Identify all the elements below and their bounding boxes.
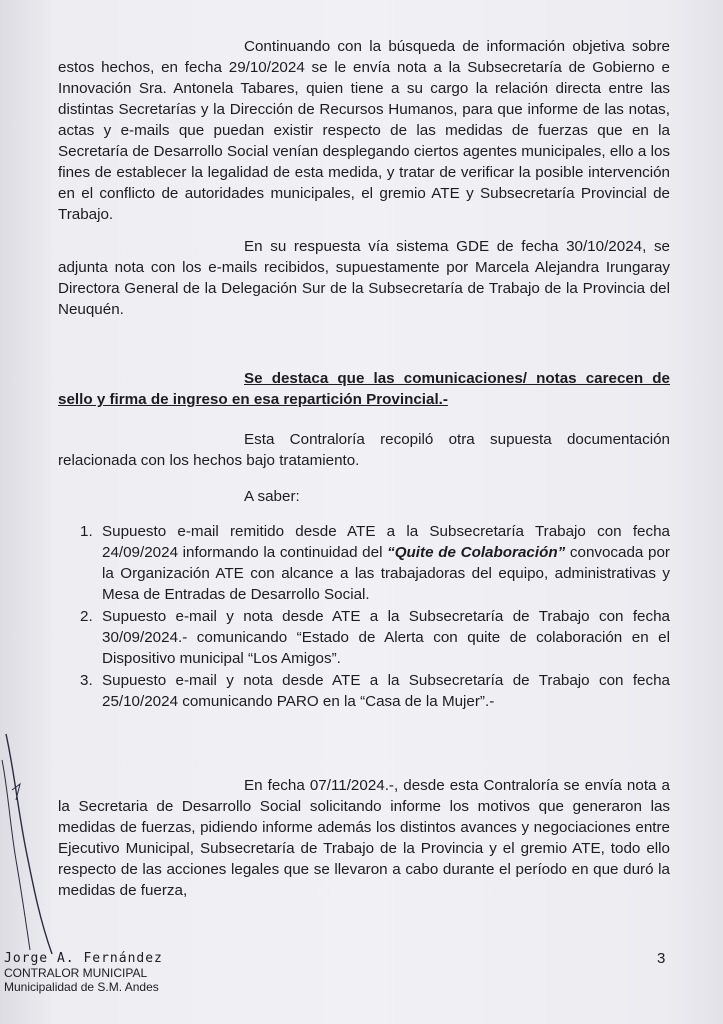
list-text: Supuesto e-mail y nota desde ATE a la Subsecretaría de Trabajo con fecha 30/09/2024.- comunicando “Estado de Alerta con quite de colaboración en el Dispositivo municipal “Los Amigos”. bbox=[102, 608, 670, 667]
list-number: 3. bbox=[80, 672, 93, 689]
paragraph-respuesta-gde: En su respuesta vía sistema GDE de fecha 30/10/2024, se adjunta nota con los e-mails recibidos, supuestamente por Marcela Alejandra Irungaray Directora General de la Delegación Sur de la Subsecretaría de Trabajo de la Provincia del Neuquén. bbox=[58, 238, 670, 318]
list-emphasis: “Quite de Colaboración” bbox=[387, 544, 566, 561]
list-item bbox=[58, 606, 670, 669]
signer-name: Jorge A. Fernández bbox=[4, 951, 163, 966]
paragraph-busqueda: Continuando con la búsqueda de información objetiva sobre estos hechos, en fecha 29/10/2024 se le envía nota a la Subsecretaría de Gobierno e Innovación Sra. Antonela Tabares, quien tiene a su cargo la relación directa entre las distintas Secretarías y la Dirección de Recursos Humanos, para que informe de las notas, actas y e-mails que puedan existir respecto de las medidas de fuerzas que en la Secretaría de Desarrollo Social venían desplegando ciertos agentes municipales, ello a los fines de establecer la legalidad de esta medida, y tratar de verificar la posible intervención en el conflicto de autoridades municipales, el gremio ATE y Subsecretaría Provincial de Trabajo. bbox=[58, 38, 670, 223]
signature-scribble-icon bbox=[0, 730, 80, 960]
paragraph-destacado: Se destaca que las comunicaciones/ notas carecen de sello y firma de ingreso en esa repartición Provincial.- bbox=[58, 370, 670, 408]
list-text: convocada por la Organización ATE con alcance a las trabajadoras del equipo, administrativas y Mesa de Entradas de Desarrollo Social. bbox=[102, 544, 670, 603]
paragraph-contraloria: Esta Contraloría recopiló otra supuesta documentación relacionada con los hechos bajo tratamiento. bbox=[58, 431, 670, 469]
list-number: 2. bbox=[80, 608, 93, 625]
signature-stamp bbox=[4, 952, 163, 994]
paragraph-a-saber: A saber: bbox=[244, 488, 300, 505]
evidence-list bbox=[58, 521, 670, 713]
list-item bbox=[58, 670, 670, 712]
list-number: 1. bbox=[80, 523, 93, 540]
list-text: Supuesto e-mail remitido desde ATE a la Subsecretaría Trabajo con fecha 24/09/2024 informando la continuidad del bbox=[102, 523, 670, 561]
list-item bbox=[58, 521, 670, 605]
signer-role: CONTRALOR MUNICIPAL bbox=[4, 966, 148, 980]
paragraph-nota-desarrollo-social: En fecha 07/11/2024.-, desde esta Contraloría se envía nota a la Secretaria de Desarrollo Social solicitando informe los motivos que generaron las medidas de fuerzas, pidiendo informe además los distintos avances y negociaciones entre Ejecutivo Municipal, Subsecretaría de Trabajo de la Provincia y el gremio ATE, todo ello respecto de las acciones legales que se llevaron a cabo durante el período en que duró la medidas de fuerza, bbox=[58, 777, 670, 899]
signer-place: Municipalidad de S.M. Andes bbox=[4, 980, 159, 994]
list-text: Supuesto e-mail y nota desde ATE a la Subsecretaría de Trabajo con fecha 25/10/2024 comunicando PARO en la “Casa de la Mujer”.- bbox=[102, 672, 670, 710]
page-number: 3 bbox=[657, 950, 666, 967]
